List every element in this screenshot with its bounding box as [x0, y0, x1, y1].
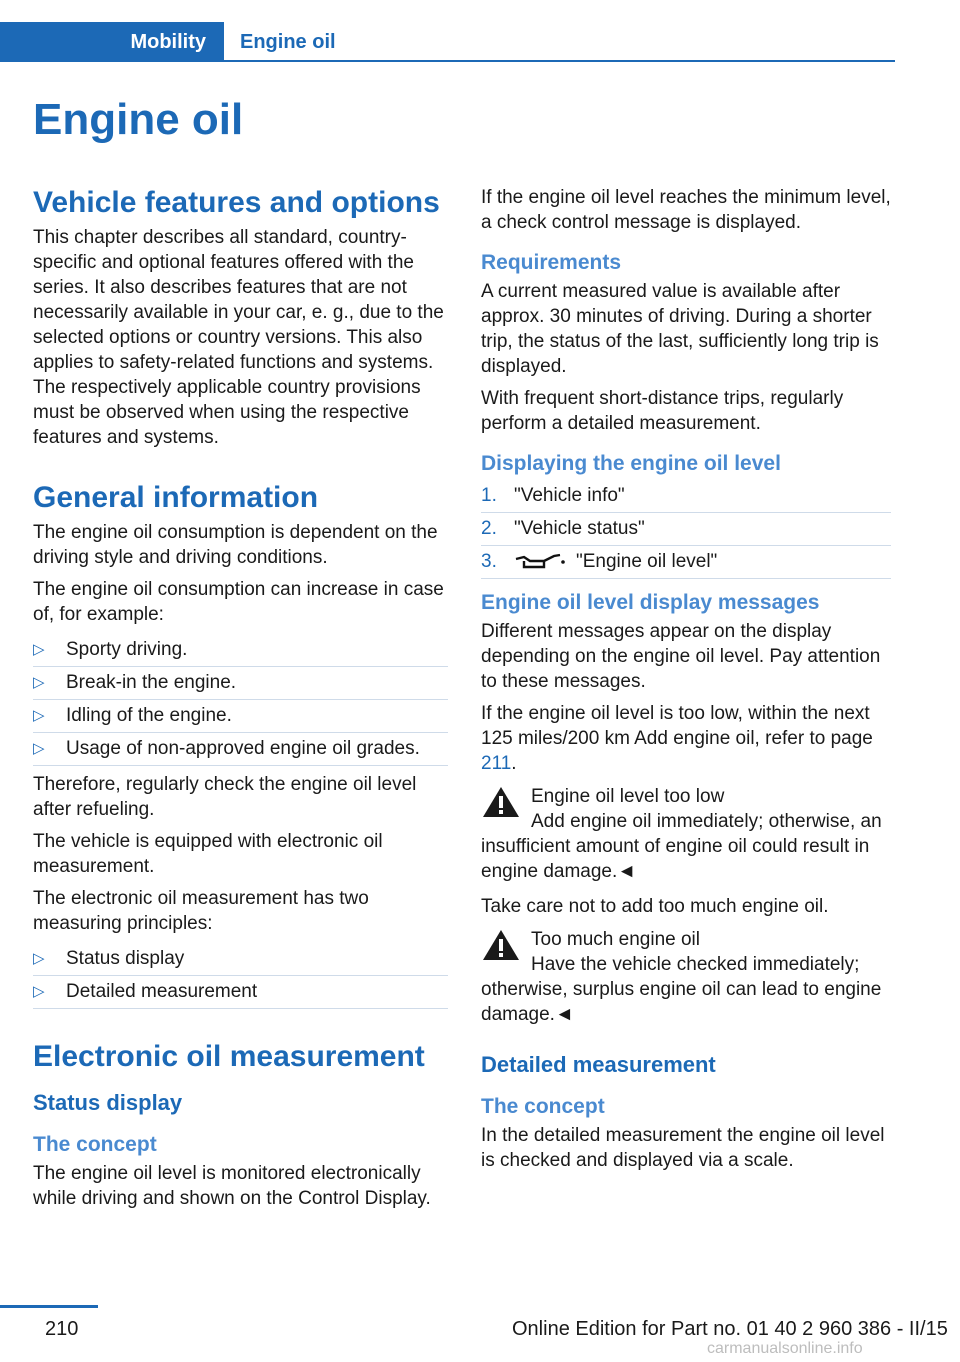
- detailed-concept-body: In the detailed measurement the engine oil level is checked and displayed via a scale.: [481, 1125, 885, 1171]
- warning-triangle-icon: [481, 784, 521, 820]
- list-item: ▷ Break-in the engine.: [33, 667, 448, 700]
- oil-can-icon: [514, 552, 566, 572]
- bullet-triangle-icon: ▷: [33, 674, 45, 691]
- displaying-heading: Displaying the engine oil level: [481, 452, 781, 475]
- general-p1: The engine oil consumption is dependent on the driving style and driving conditions.: [33, 522, 438, 568]
- concept-body: The engine oil level is monitored electronically while driving and shown on the Control Display.: [33, 1163, 431, 1209]
- electronic-heading: Electronic oil measurement: [33, 1040, 425, 1073]
- warning-title: Too much engine oil: [531, 929, 700, 950]
- header-tabbar: [0, 22, 895, 62]
- detailed-concept-heading: The concept: [481, 1095, 605, 1118]
- watermark: carmanualsonline.info: [707, 1340, 863, 1357]
- general-p5: The electronic oil measurement has two measuring principles:: [33, 888, 369, 934]
- section-tab: Mobility: [0, 22, 224, 62]
- vehicle-features-body: This chapter describes all standard, country-specific and optional features offered with the series. It also describes features that are not necessarily available in your car, e. g., due to the selected options or country versions. This also applies to safety-related functions and systems. The respectively applicable country provisions must be observed when using the respective features and systems.: [33, 227, 444, 448]
- bullet-triangle-icon: ▷: [33, 641, 45, 658]
- general-p4: The vehicle is equipped with electronic oil measurement.: [33, 831, 383, 877]
- warning-oil-high: [481, 927, 891, 1027]
- general-p3: Therefore, regularly check the engine oil level after refueling.: [33, 774, 417, 820]
- requirements-p2: With frequent short-distance trips, regularly perform a detailed measurement.: [481, 388, 844, 434]
- display-steps: [481, 480, 891, 579]
- warning-title: Engine oil level too low: [531, 786, 725, 807]
- page-title: Engine oil: [33, 95, 244, 144]
- requirements-p1: A current measured value is available after approx. 30 minutes of driving. During a shorter trip, the status of the last, sufficiently long trip is displayed.: [481, 281, 879, 377]
- list-item: 3. "Engine oil level": [481, 546, 891, 579]
- page-link[interactable]: 211: [481, 753, 512, 774]
- bullet-triangle-icon: ▷: [33, 740, 45, 757]
- concept-heading: The concept: [33, 1133, 157, 1156]
- list-item: ▷ Usage of non-approved engine oil grades.: [33, 733, 448, 766]
- list-item: 1. "Vehicle info": [481, 480, 891, 513]
- list-item: ▷ Sporty driving.: [33, 634, 448, 667]
- consumption-list: [33, 634, 448, 766]
- minimum-level-text: If the engine oil level reaches the minimum level, a check control message is displayed.: [481, 187, 891, 233]
- right-column: [481, 185, 891, 1180]
- footer-rule: [0, 1305, 98, 1308]
- status-display-heading: Status display: [33, 1090, 183, 1115]
- header-rule: [224, 60, 895, 62]
- bullet-triangle-icon: ▷: [33, 983, 45, 1000]
- list-item: ▷ Idling of the engine.: [33, 700, 448, 733]
- list-item: ▷ Detailed measurement: [33, 976, 448, 1009]
- bullet-triangle-icon: ▷: [33, 707, 45, 724]
- detailed-heading: Detailed measurement: [481, 1052, 716, 1077]
- chapter-tab: Engine oil: [240, 30, 336, 53]
- bullet-triangle-icon: ▷: [33, 950, 45, 967]
- messages-p2: If the engine oil level is too low, within the next 125 miles/200 km Add engine oil, refer to page 211.: [481, 703, 873, 774]
- edition-text: Online Edition for Part no. 01 40 2 960 386 - II/15: [512, 1318, 948, 1340]
- general-heading: General information: [33, 481, 319, 514]
- principles-list: [33, 943, 448, 1009]
- warning-oil-low: [481, 784, 891, 884]
- page-number: 210: [45, 1318, 79, 1340]
- general-p2: The engine oil consumption can increase in case of, for example:: [33, 579, 444, 625]
- vehicle-features-heading: Vehicle features and options: [33, 186, 440, 219]
- requirements-heading: Requirements: [481, 251, 622, 274]
- messages-p3: Take care not to add too much engine oil.: [481, 896, 829, 917]
- warning-body: Have the vehicle checked immediately; otherwise, surplus engine oil can lead to engine damage.◄: [481, 954, 882, 1025]
- warning-triangle-icon: [481, 927, 521, 963]
- messages-p1: Different messages appear on the display depending on the engine oil level. Pay attention to these messages.: [481, 621, 881, 692]
- list-item: 2. "Vehicle status": [481, 513, 891, 546]
- warning-body: Add engine oil immediately; otherwise, an insufficient amount of engine oil could result in engine damage.◄: [481, 811, 882, 882]
- left-column: [33, 185, 448, 1218]
- list-item: ▷ Status display: [33, 943, 448, 976]
- messages-heading: Engine oil level display messages: [481, 591, 820, 614]
